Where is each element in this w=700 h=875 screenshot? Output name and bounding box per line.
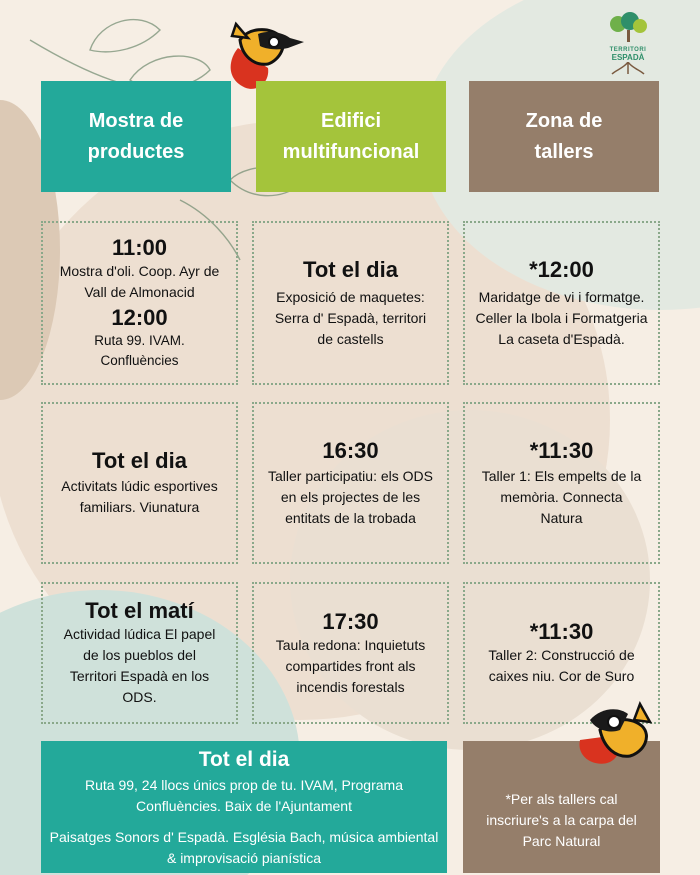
- cell-r3-c1: [41, 582, 238, 724]
- event-description: Exposició de maquetes: Serra d' Espadà, territori de castells: [274, 288, 427, 347]
- header-label: Zona de tallers: [525, 109, 603, 163]
- header-mostra-productes: [41, 81, 231, 192]
- cell-r2-c1: [41, 402, 238, 564]
- event-description: Maridatge de vi i formatge. Celler la Ibola i Formatgeria La caseta d'Espadà.: [475, 288, 648, 347]
- header-edifici-multifuncional: [256, 81, 446, 192]
- cell-r3-c2: [252, 582, 449, 724]
- tree-logo-icon: [600, 12, 656, 42]
- event-time: *11:30: [529, 437, 594, 463]
- cell-r1-c2: [252, 221, 449, 385]
- event-description: Taula redona: Inquietuts compartides front als incendis forestals: [275, 636, 426, 695]
- footer-note-text: *Per als tallers cal inscriure's a la carpa del Parc Natural: [486, 790, 637, 849]
- event-description: Taller participatiu: els ODS en els projectes de les entitats de la trobada: [268, 467, 433, 526]
- event-description: Taller 1: Els empelts de la memòria. Connecta Natura: [481, 467, 642, 526]
- footer-line-1: Ruta 99, 24 llocs únics prop de tu. IVAM, Programa Confluències. Baix de l'Ajuntament: [84, 777, 403, 814]
- logo-line-1: TERRITORI: [609, 47, 647, 53]
- event-description: Activitats lúdic esportives familiars. Viunatura: [61, 478, 218, 515]
- territori-espada-logo: [600, 12, 656, 74]
- cell-r1-c1: [41, 221, 238, 385]
- cell-r1-c3: [463, 221, 660, 385]
- footer-time: Tot el dia: [198, 748, 290, 771]
- event-description: Taller 2: Construcció de caixes niu. Cor de Suro: [488, 647, 635, 684]
- event-time: Tot el dia: [92, 448, 187, 473]
- cell-r2-c3: [463, 402, 660, 564]
- event-description-2: Ruta 99. IVAM. Confluències: [94, 333, 185, 368]
- roots-logo-icon: [600, 62, 656, 76]
- header-label: Edifici multifuncional: [282, 109, 420, 163]
- header-label: Mostra de productes: [87, 109, 185, 163]
- header-zona-tallers: [469, 81, 659, 192]
- footer-all-day: [41, 741, 447, 873]
- event-time: Tot el dia: [303, 256, 398, 282]
- event-time: *12:00: [529, 256, 594, 282]
- event-time: 17:30: [322, 608, 379, 634]
- bird-mascot-icon-bottom: [570, 700, 665, 770]
- event-time: Tot el matí: [85, 598, 194, 623]
- event-description: Mostra d'oli. Coop. Ayr de Vall de Almonacid: [59, 263, 220, 300]
- cell-r2-c2: [252, 402, 449, 564]
- event-description: Actividad lúdica El papel de los pueblos del Territori Espadà en los ODS.: [63, 626, 216, 705]
- event-time: 11:00: [111, 235, 168, 260]
- event-time-2: 12:00: [111, 305, 168, 330]
- event-time: *11:30: [529, 619, 594, 644]
- logo-line-2: ESPADÀ: [611, 53, 645, 62]
- event-time: 16:30: [322, 437, 379, 463]
- footer-line-2: Paisatges Sonors d' Espadà. Església Bach, música ambiental & improvisació pianística: [49, 829, 439, 866]
